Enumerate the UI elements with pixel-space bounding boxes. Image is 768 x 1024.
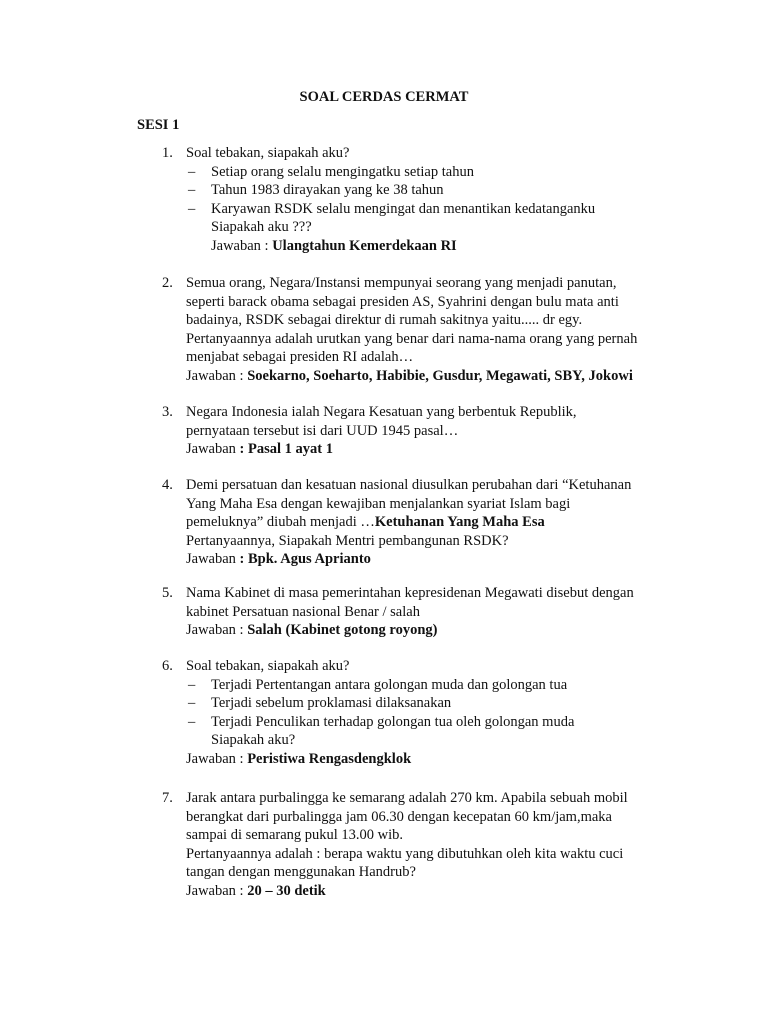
dash-marker: – <box>188 713 196 730</box>
question-number: 4. <box>162 477 173 493</box>
answer-value: : Bpk. Agus Aprianto <box>239 551 371 568</box>
question-text-line: sampai di semarang pukul 13.00 wib. <box>186 827 404 844</box>
answer-line: Jawaban : Bpk. Agus Aprianto <box>186 551 371 568</box>
question-text-line: tangan dengan menggunakan Handrub? <box>186 864 416 881</box>
question-lead: Soal tebakan, siapakah aku? <box>186 145 350 161</box>
question-number: 3. <box>162 404 173 420</box>
answer-value: 20 – 30 detik <box>247 882 326 899</box>
question-text-line: kabinet Persatuan nasional Benar / salah <box>186 603 420 620</box>
question-number: 2. <box>162 275 173 291</box>
dash-marker: – <box>188 200 196 217</box>
dash-marker: – <box>188 676 196 693</box>
list-item: – Terjadi sebelum proklamasi dilaksanakan <box>188 695 452 712</box>
question-text-line: berangkat dari purbalingga jam 06.30 dengan kecepatan 60 km/jam,maka <box>186 808 612 825</box>
question-closing: Siapakah aku? <box>211 732 296 749</box>
question-text-line: pernyataan tersebut isi dari UUD 1945 pasal… <box>186 422 459 439</box>
question-number: 6. <box>162 658 173 674</box>
question-number: 7. <box>162 790 173 806</box>
question-text-line: Jarak antara purbalingga ke semarang adalah 270 km. Apabila sebuah mobil <box>186 790 628 806</box>
answer-value: Peristiwa Rengasdengklok <box>247 750 412 767</box>
question-number: 5. <box>162 585 173 601</box>
answer-line: Jawaban : Pasal 1 ayat 1 <box>186 441 333 458</box>
answer-value: : Pasal 1 ayat 1 <box>239 441 333 458</box>
question-lead: Soal tebakan, siapakah aku? <box>186 658 350 674</box>
question-text-line: pemeluknya” diubah menjadi …Ketuhanan Yang Maha Esa <box>186 514 545 531</box>
answer-line: Jawaban : Salah (Kabinet gotong royong) <box>186 622 438 639</box>
list-item: – Setiap orang selalu mengingatku setiap tahun <box>188 163 474 180</box>
list-item: – Terjadi Pertentangan antara golongan muda dan golongan tua <box>188 676 568 693</box>
question-text-line: Pertanyaannya adalah : berapa waktu yang dibutuhkan oleh kita waktu cuci <box>186 845 624 862</box>
question-number: 1. <box>162 145 173 161</box>
question-text-line: Pertanyaannya adalah urutkan yang benar dari nama-nama orang yang pernah <box>186 330 638 347</box>
question-text-line: Yang Maha Esa dengan kewajiban menjalankan syariat Islam bagi <box>186 495 571 512</box>
bold-phrase: Ketuhanan Yang Maha Esa <box>374 514 545 531</box>
answer-line: Jawaban : Soekarno, Soeharto, Habibie, Gusdur, Megawati, SBY, Jokowi <box>186 367 633 384</box>
question-text-line: Pertanyaannya, Siapakah Mentri pembangunan RSDK? <box>186 532 509 549</box>
question-text-line: Semua orang, Negara/Instansi mempunyai seorang yang menjadi panutan, <box>186 275 617 291</box>
answer-value: Soekarno, Soeharto, Habibie, Gusdur, Megawati, SBY, Jokowi <box>247 367 633 384</box>
question-closing: Siapakah aku ??? <box>211 219 312 236</box>
question-text-line: Nama Kabinet di masa pemerintahan kepresidenan Megawati disebut dengan <box>186 585 634 601</box>
list-item: – Terjadi Penculikan terhadap golongan tua oleh golongan muda <box>188 713 575 730</box>
dash-marker: – <box>188 182 196 199</box>
session-heading: SESI 1 <box>137 117 180 133</box>
question-text-line: menjabat sebagai presiden RI adalah… <box>186 349 414 366</box>
page-title: SOAL CERDAS CERMAT <box>299 89 469 105</box>
question-text-line: badainya, RSDK sebagai direktur di rumah sakitnya yaitu..... dr egy. <box>186 312 583 329</box>
question-text-line: Demi persatuan dan kesatuan nasional diusulkan perubahan dari “Ketuhanan <box>186 477 632 493</box>
question-text-line: Negara Indonesia ialah Negara Kesatuan yang berbentuk Republik, <box>186 404 577 420</box>
dash-marker: – <box>188 163 196 180</box>
answer-line: Jawaban : Peristiwa Rengasdengklok <box>186 750 412 767</box>
answer-line: Jawaban : 20 – 30 detik <box>186 882 326 899</box>
list-item: – Tahun 1983 dirayakan yang ke 38 tahun <box>188 182 444 199</box>
answer-value: Salah (Kabinet gotong royong) <box>247 622 438 639</box>
question-text-line: seperti barack obama sebagai presiden AS, Syahrini dengan bulu mata anti <box>186 293 619 310</box>
answer-value: Ulangtahun Kemerdekaan RI <box>272 237 457 254</box>
list-item: – Karyawan RSDK selalu mengingat dan menantikan kedatanganku <box>188 200 596 217</box>
answer-line: Jawaban : Ulangtahun Kemerdekaan RI <box>211 237 457 254</box>
dash-marker: – <box>188 695 196 712</box>
